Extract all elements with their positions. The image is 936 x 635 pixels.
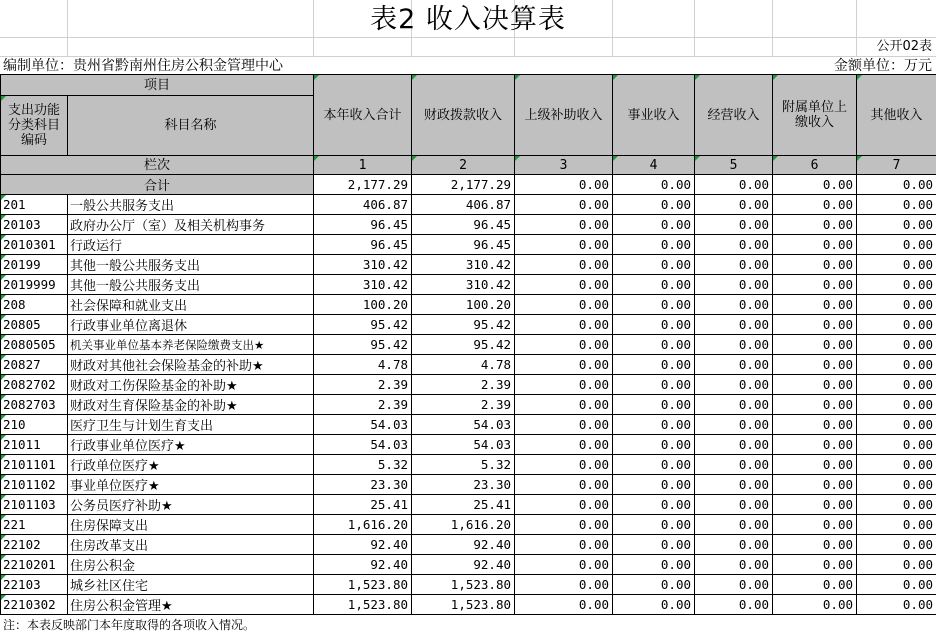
value-cell: 0.00 bbox=[773, 315, 857, 335]
row-code: 2019999 bbox=[1, 275, 68, 295]
income-table bbox=[0, 74, 936, 615]
row-name: 住房公积金管理★ bbox=[68, 595, 314, 615]
value-cell: 1,523.80 bbox=[314, 595, 412, 615]
value-cell: 23.30 bbox=[412, 475, 515, 495]
row-name: 住房保障支出 bbox=[68, 515, 314, 535]
table-row bbox=[1, 575, 936, 595]
table-row bbox=[1, 215, 936, 235]
value-cell: 0.00 bbox=[695, 395, 773, 415]
row-name: 医疗卫生与计划生育支出 bbox=[68, 415, 314, 435]
table-row bbox=[1, 495, 936, 515]
value-cell: 0.00 bbox=[613, 575, 695, 595]
value-cell: 23.30 bbox=[314, 475, 412, 495]
row-code: 210 bbox=[1, 415, 68, 435]
value-cell: 0.00 bbox=[773, 535, 857, 555]
table-row bbox=[1, 295, 936, 315]
row-code: 221 bbox=[1, 515, 68, 535]
value-cell: 0.00 bbox=[613, 235, 695, 255]
value-cell: 100.20 bbox=[412, 295, 515, 315]
value-cell: 0.00 bbox=[773, 295, 857, 315]
table-row bbox=[1, 315, 936, 335]
value-cell: 406.87 bbox=[412, 195, 515, 215]
table-row bbox=[1, 195, 936, 215]
value-cell: 0.00 bbox=[515, 475, 613, 495]
value-cell: 2.39 bbox=[314, 375, 412, 395]
value-cell: 0.00 bbox=[695, 435, 773, 455]
value-cell: 0.00 bbox=[857, 255, 936, 275]
value-cell: 0.00 bbox=[515, 295, 613, 315]
value-cell: 0.00 bbox=[695, 295, 773, 315]
value-cell: 0.00 bbox=[613, 595, 695, 615]
value-cell: 0.00 bbox=[857, 355, 936, 375]
row-code: 2101101 bbox=[1, 455, 68, 475]
value-cell: 310.42 bbox=[412, 255, 515, 275]
row-name: 住房改革支出 bbox=[68, 535, 314, 555]
row-name: 城乡社区住宅 bbox=[68, 575, 314, 595]
value-cell: 0.00 bbox=[857, 455, 936, 475]
col-number: 2 bbox=[412, 156, 515, 175]
total-cell: 0.00 bbox=[515, 175, 613, 195]
col-number: 3 bbox=[515, 156, 613, 175]
table-row bbox=[1, 255, 936, 275]
col-number: 4 bbox=[613, 156, 695, 175]
value-cell: 0.00 bbox=[613, 195, 695, 215]
row-code: 20103 bbox=[1, 215, 68, 235]
value-cell: 0.00 bbox=[857, 295, 936, 315]
value-cell: 0.00 bbox=[695, 255, 773, 275]
col-number: 6 bbox=[773, 156, 857, 175]
reporting-unit: 编制单位：贵州省黔南州住房公积金管理中心 bbox=[3, 58, 283, 74]
row-name: 行政单位医疗★ bbox=[68, 455, 314, 475]
value-cell: 0.00 bbox=[857, 235, 936, 255]
value-cell: 0.00 bbox=[695, 275, 773, 295]
row-name: 行政事业单位离退休 bbox=[68, 315, 314, 335]
row-name: 行政事业单位医疗★ bbox=[68, 435, 314, 455]
row-code: 21011 bbox=[1, 435, 68, 455]
value-cell: 0.00 bbox=[695, 515, 773, 535]
row-name: 其他一般公共服务支出 bbox=[68, 275, 314, 295]
value-cell: 310.42 bbox=[314, 275, 412, 295]
value-cell: 54.03 bbox=[412, 415, 515, 435]
table-row bbox=[1, 235, 936, 255]
col-header: 财政拨款收入 bbox=[412, 75, 515, 156]
total-row bbox=[1, 175, 936, 195]
row-code: 2101103 bbox=[1, 495, 68, 515]
name-col-header: 科目名称 bbox=[68, 96, 314, 156]
value-cell: 96.45 bbox=[314, 235, 412, 255]
row-name: 财政对工伤保险基金的补助★ bbox=[68, 375, 314, 395]
value-cell: 92.40 bbox=[314, 555, 412, 575]
value-cell: 0.00 bbox=[695, 555, 773, 575]
value-cell: 0.00 bbox=[515, 195, 613, 215]
total-cell: 2,177.29 bbox=[314, 175, 412, 195]
value-cell: 0.00 bbox=[773, 495, 857, 515]
row-code: 2210302 bbox=[1, 595, 68, 615]
value-cell: 0.00 bbox=[857, 555, 936, 575]
table-row bbox=[1, 455, 936, 475]
table-row bbox=[1, 475, 936, 495]
value-cell: 0.00 bbox=[773, 335, 857, 355]
value-cell: 0.00 bbox=[515, 235, 613, 255]
value-cell: 0.00 bbox=[515, 375, 613, 395]
value-cell: 0.00 bbox=[773, 575, 857, 595]
value-cell: 0.00 bbox=[515, 495, 613, 515]
value-cell: 92.40 bbox=[412, 555, 515, 575]
table-row bbox=[1, 395, 936, 415]
value-cell: 0.00 bbox=[515, 255, 613, 275]
value-cell: 0.00 bbox=[515, 335, 613, 355]
value-cell: 0.00 bbox=[773, 355, 857, 375]
value-cell: 1,523.80 bbox=[412, 595, 515, 615]
value-cell: 96.45 bbox=[412, 235, 515, 255]
col-header: 事业收入 bbox=[613, 75, 695, 156]
value-cell: 0.00 bbox=[773, 455, 857, 475]
value-cell: 25.41 bbox=[314, 495, 412, 515]
value-cell: 0.00 bbox=[695, 195, 773, 215]
total-label: 合计 bbox=[1, 175, 314, 195]
table-row bbox=[1, 515, 936, 535]
value-cell: 0.00 bbox=[695, 355, 773, 375]
col-header: 经营收入 bbox=[695, 75, 773, 156]
value-cell: 0.00 bbox=[613, 355, 695, 375]
value-cell: 95.42 bbox=[412, 335, 515, 355]
value-cell: 0.00 bbox=[515, 315, 613, 335]
table-row bbox=[1, 335, 936, 355]
table-row bbox=[1, 375, 936, 395]
row-name: 行政运行 bbox=[68, 235, 314, 255]
value-cell: 0.00 bbox=[773, 275, 857, 295]
value-cell: 0.00 bbox=[857, 515, 936, 535]
value-cell: 0.00 bbox=[695, 235, 773, 255]
value-cell: 0.00 bbox=[695, 215, 773, 235]
total-cell: 0.00 bbox=[695, 175, 773, 195]
value-cell: 0.00 bbox=[613, 375, 695, 395]
value-cell: 0.00 bbox=[515, 555, 613, 575]
value-cell: 406.87 bbox=[314, 195, 412, 215]
value-cell: 0.00 bbox=[857, 575, 936, 595]
value-cell: 0.00 bbox=[773, 395, 857, 415]
row-name: 住房公积金 bbox=[68, 555, 314, 575]
value-cell: 0.00 bbox=[515, 455, 613, 475]
page-title: 表2 收入决算表 bbox=[370, 4, 566, 35]
row-code: 2210201 bbox=[1, 555, 68, 575]
form-code: 公开02表 bbox=[876, 39, 932, 54]
table-row bbox=[1, 275, 936, 295]
value-cell: 4.78 bbox=[314, 355, 412, 375]
row-name: 财政对其他社会保险基金的补助★ bbox=[68, 355, 314, 375]
value-cell: 0.00 bbox=[857, 215, 936, 235]
value-cell: 0.00 bbox=[613, 515, 695, 535]
value-cell: 5.32 bbox=[314, 455, 412, 475]
value-cell: 0.00 bbox=[773, 475, 857, 495]
value-cell: 0.00 bbox=[613, 395, 695, 415]
total-cell: 2,177.29 bbox=[412, 175, 515, 195]
row-code: 20805 bbox=[1, 315, 68, 335]
value-cell: 0.00 bbox=[613, 455, 695, 475]
row-code: 2101102 bbox=[1, 475, 68, 495]
value-cell: 0.00 bbox=[857, 535, 936, 555]
value-cell: 1,616.20 bbox=[412, 515, 515, 535]
amount-unit: 金额单位：万元 bbox=[834, 58, 932, 74]
row-code: 201 bbox=[1, 195, 68, 215]
value-cell: 0.00 bbox=[613, 555, 695, 575]
table-row bbox=[1, 415, 936, 435]
table-row bbox=[1, 355, 936, 375]
value-cell: 96.45 bbox=[412, 215, 515, 235]
value-cell: 0.00 bbox=[515, 515, 613, 535]
row-code: 2082702 bbox=[1, 375, 68, 395]
value-cell: 1,616.20 bbox=[314, 515, 412, 535]
value-cell: 0.00 bbox=[515, 595, 613, 615]
value-cell: 0.00 bbox=[695, 535, 773, 555]
value-cell: 0.00 bbox=[857, 335, 936, 355]
row-code: 22103 bbox=[1, 575, 68, 595]
value-cell: 0.00 bbox=[857, 395, 936, 415]
value-cell: 0.00 bbox=[515, 575, 613, 595]
value-cell: 95.42 bbox=[314, 315, 412, 335]
total-cell: 0.00 bbox=[613, 175, 695, 195]
col-header: 上级补助收入 bbox=[515, 75, 613, 156]
value-cell: 0.00 bbox=[695, 335, 773, 355]
value-cell: 0.00 bbox=[857, 195, 936, 215]
row-code: 2080505 bbox=[1, 335, 68, 355]
value-cell: 0.00 bbox=[613, 415, 695, 435]
row-name: 财政对生育保险基金的补助★ bbox=[68, 395, 314, 415]
row-code: 208 bbox=[1, 295, 68, 315]
total-cell: 0.00 bbox=[857, 175, 936, 195]
row-name: 事业单位医疗★ bbox=[68, 475, 314, 495]
row-name: 政府办公厅（室）及相关机构事务 bbox=[68, 215, 314, 235]
value-cell: 0.00 bbox=[695, 495, 773, 515]
value-cell: 0.00 bbox=[613, 275, 695, 295]
row-index-label: 栏次 bbox=[1, 156, 314, 175]
col-number: 7 bbox=[857, 156, 936, 175]
value-cell: 0.00 bbox=[613, 335, 695, 355]
value-cell: 92.40 bbox=[314, 535, 412, 555]
col-number: 5 bbox=[695, 156, 773, 175]
value-cell: 0.00 bbox=[857, 275, 936, 295]
table-row bbox=[1, 535, 936, 555]
footnote: 注：本表反映部门本年度取得的各项收入情况。 bbox=[3, 618, 256, 632]
value-cell: 95.42 bbox=[412, 315, 515, 335]
row-code: 2082703 bbox=[1, 395, 68, 415]
total-cell: 0.00 bbox=[773, 175, 857, 195]
col-header: 附属单位上缴收入 bbox=[773, 75, 857, 156]
value-cell: 0.00 bbox=[613, 495, 695, 515]
value-cell: 0.00 bbox=[613, 475, 695, 495]
value-cell: 310.42 bbox=[314, 255, 412, 275]
value-cell: 0.00 bbox=[695, 595, 773, 615]
value-cell: 0.00 bbox=[773, 235, 857, 255]
value-cell: 0.00 bbox=[613, 315, 695, 335]
value-cell: 0.00 bbox=[773, 595, 857, 615]
value-cell: 0.00 bbox=[857, 315, 936, 335]
value-cell: 2.39 bbox=[412, 375, 515, 395]
value-cell: 0.00 bbox=[613, 535, 695, 555]
code-col-header: 支出功能分类科目编码 bbox=[1, 96, 68, 156]
value-cell: 0.00 bbox=[695, 475, 773, 495]
row-name: 其他一般公共服务支出 bbox=[68, 255, 314, 275]
col-header: 本年收入合计 bbox=[314, 75, 412, 156]
value-cell: 1,523.80 bbox=[314, 575, 412, 595]
value-cell: 92.40 bbox=[412, 535, 515, 555]
value-cell: 0.00 bbox=[773, 515, 857, 535]
value-cell: 0.00 bbox=[515, 395, 613, 415]
value-cell: 25.41 bbox=[412, 495, 515, 515]
value-cell: 0.00 bbox=[773, 435, 857, 455]
row-code: 20199 bbox=[1, 255, 68, 275]
row-name: 社会保障和就业支出 bbox=[68, 295, 314, 315]
value-cell: 0.00 bbox=[773, 195, 857, 215]
col-number: 1 bbox=[314, 156, 412, 175]
value-cell: 54.03 bbox=[412, 435, 515, 455]
value-cell: 1,523.80 bbox=[412, 575, 515, 595]
value-cell: 54.03 bbox=[314, 415, 412, 435]
value-cell: 0.00 bbox=[613, 295, 695, 315]
row-code: 20827 bbox=[1, 355, 68, 375]
value-cell: 0.00 bbox=[515, 415, 613, 435]
value-cell: 0.00 bbox=[773, 555, 857, 575]
value-cell: 0.00 bbox=[857, 495, 936, 515]
value-cell: 0.00 bbox=[857, 435, 936, 455]
value-cell: 0.00 bbox=[613, 255, 695, 275]
value-cell: 0.00 bbox=[773, 375, 857, 395]
value-cell: 0.00 bbox=[515, 215, 613, 235]
value-cell: 0.00 bbox=[515, 535, 613, 555]
row-name: 公务员医疗补助★ bbox=[68, 495, 314, 515]
value-cell: 0.00 bbox=[613, 435, 695, 455]
value-cell: 0.00 bbox=[773, 415, 857, 435]
value-cell: 0.00 bbox=[695, 375, 773, 395]
value-cell: 0.00 bbox=[857, 475, 936, 495]
value-cell: 0.00 bbox=[773, 255, 857, 275]
row-code: 22102 bbox=[1, 535, 68, 555]
value-cell: 54.03 bbox=[314, 435, 412, 455]
col-header: 其他收入 bbox=[857, 75, 936, 156]
value-cell: 0.00 bbox=[857, 415, 936, 435]
row-code: 2010301 bbox=[1, 235, 68, 255]
value-cell: 5.32 bbox=[412, 455, 515, 475]
row-name: 一般公共服务支出 bbox=[68, 195, 314, 215]
value-cell: 0.00 bbox=[515, 355, 613, 375]
value-cell: 0.00 bbox=[695, 415, 773, 435]
row-name: 机关事业单位基本养老保险缴费支出★ bbox=[68, 335, 314, 355]
value-cell: 2.39 bbox=[412, 395, 515, 415]
value-cell: 0.00 bbox=[515, 435, 613, 455]
value-cell: 100.20 bbox=[314, 295, 412, 315]
value-cell: 95.42 bbox=[314, 335, 412, 355]
table-row bbox=[1, 595, 936, 615]
value-cell: 0.00 bbox=[613, 215, 695, 235]
value-cell: 0.00 bbox=[515, 275, 613, 295]
item-header: 项目 bbox=[1, 75, 314, 96]
value-cell: 0.00 bbox=[857, 595, 936, 615]
value-cell: 0.00 bbox=[695, 315, 773, 335]
table-row bbox=[1, 555, 936, 575]
value-cell: 0.00 bbox=[773, 215, 857, 235]
value-cell: 0.00 bbox=[857, 375, 936, 395]
value-cell: 0.00 bbox=[695, 575, 773, 595]
value-cell: 2.39 bbox=[314, 395, 412, 415]
value-cell: 96.45 bbox=[314, 215, 412, 235]
value-cell: 0.00 bbox=[695, 455, 773, 475]
value-cell: 4.78 bbox=[412, 355, 515, 375]
table-row bbox=[1, 435, 936, 455]
value-cell: 310.42 bbox=[412, 275, 515, 295]
